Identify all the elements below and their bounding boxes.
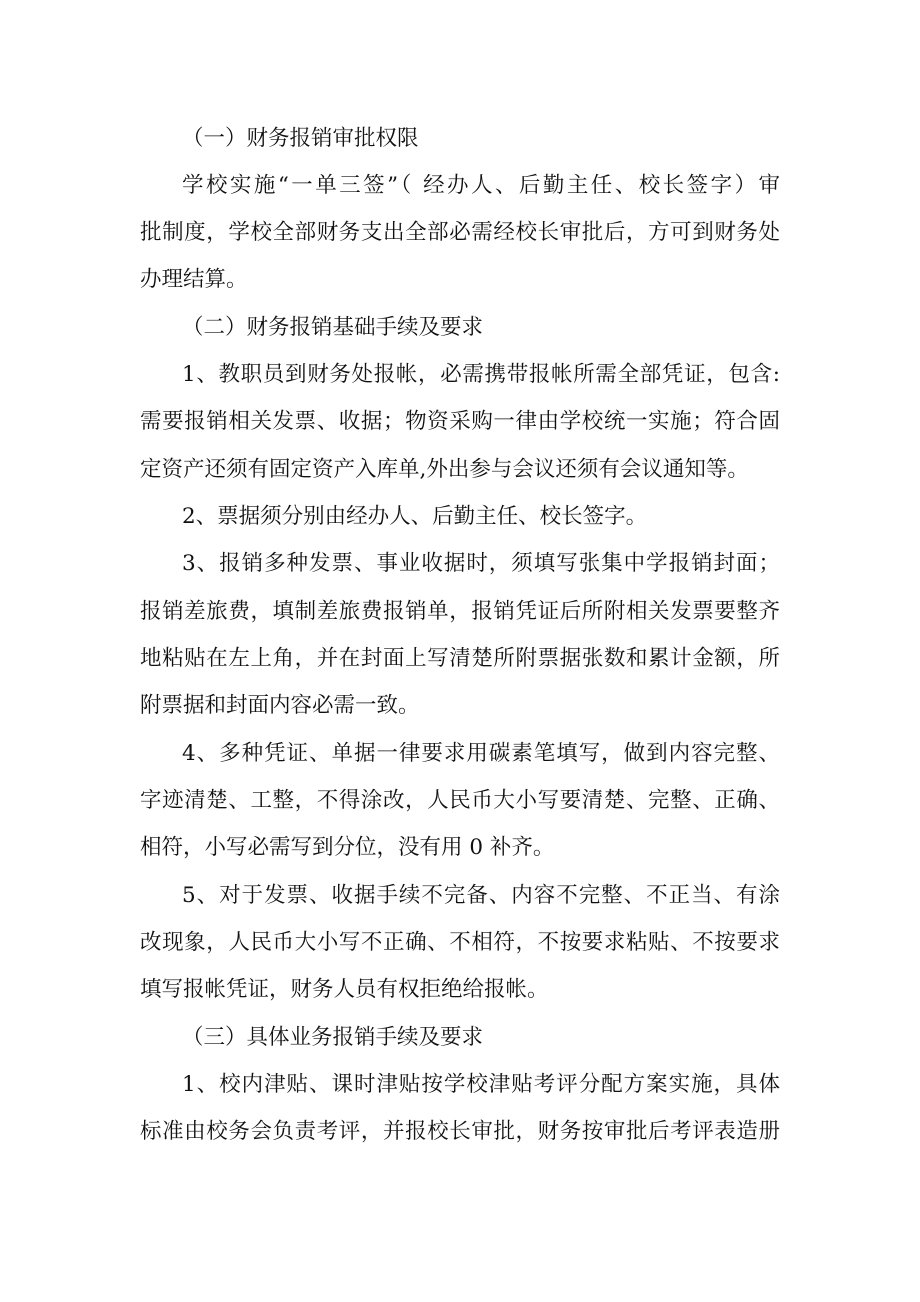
paragraph-line: 1、校内津贴、课时津贴按学校津贴考评分配方案实施，具体 — [182, 1072, 780, 1097]
paragraph-line: 学校实施“一单三签”（ 经办人、后勤主任、校长签字）审 — [182, 173, 780, 198]
section-heading-2: （二）财务报销基础手续及要求 — [182, 315, 484, 340]
paragraph-line: 办理结算。 — [140, 267, 248, 292]
section-heading-1: （一）财务报销审批权限 — [182, 126, 419, 151]
paragraph-line: 3、报销多种发票、事业收据时，须填写张集中学报销封面； — [182, 551, 780, 576]
paragraph-line: 批制度，学校全部财务支出全部必需经校长审批后，方可到财务处 — [140, 220, 780, 245]
paragraph-line: 标准由校务会负责考评，并报校长审批，财务按审批后考评表造册 — [140, 1119, 780, 1144]
paragraph-line: 报销差旅费，填制差旅费报销单，报销凭证后所附相关发票要整齐 — [140, 599, 780, 624]
paragraph-line: 2、票据须分别由经办人、后勤主任、校长签字。 — [182, 504, 648, 529]
paragraph-line: 相符，小写必需写到分位，没有用 0 补齐。 — [140, 835, 555, 860]
paragraph-line: 4、多种凭证、单据一律要求用碳素笔填写，做到内容完整、 — [182, 741, 780, 766]
paragraph-line: 字迹清楚、工整，不得涂改，人民币大小写要清楚、完整、正确、 — [140, 788, 780, 813]
paragraph-line: 定资产还须有固定资产入库单,外出参与会议还须有会议通知等。 — [140, 457, 749, 482]
paragraph-line: 地粘贴在左上角，并在封面上写清楚所附票据张数和累计金额，所 — [140, 646, 780, 671]
paragraph-line: 附票据和封面内容必需一致。 — [140, 693, 420, 718]
section-heading-3: （三）具体业务报销手续及要求 — [182, 1025, 484, 1050]
paragraph-line: 1、教职员到财务处报帐，必需携带报帐所需全部凭证，包含: — [182, 362, 780, 387]
paragraph-line: 填写报帐凭证，财务人员有权拒绝给报帐。 — [140, 977, 549, 1002]
paragraph-line: 5、对于发票、收据手续不完备、内容不完整、不正当、有涂 — [182, 883, 780, 908]
paragraph-line: 需要报销相关发票、收据；物资采购一律由学校统一实施；符合固 — [140, 409, 780, 434]
paragraph-line: 改现象，人民币大小写不正确、不相符，不按要求粘贴、不按要求 — [140, 930, 780, 955]
